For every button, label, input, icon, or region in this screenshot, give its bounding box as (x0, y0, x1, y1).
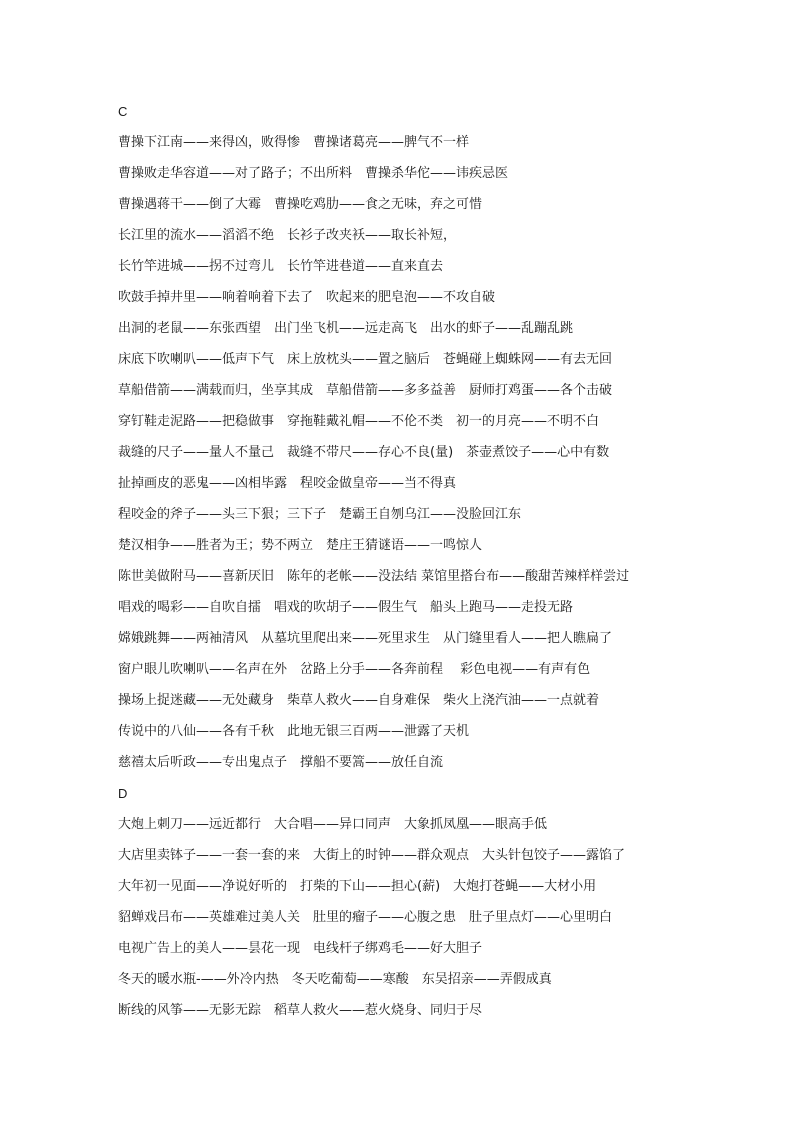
proverb-line: 楚汉相争——胜者为王；势不两立 楚庄王猜谜语——一鸣惊人 (118, 538, 483, 553)
proverb-line: 冬天的暖水瓶-——外冷内热 冬天吃葡萄——寒酸 东吴招亲——弄假成真 (118, 972, 552, 987)
proverb-line: 曹操下江南——来得凶，败得惨 曹操诸葛亮——脾气不一样 (118, 135, 470, 150)
proverb-line: 曹操败走华容道——对了路子；不出所料 曹操杀华佗——讳疾忌医 (118, 166, 509, 181)
proverb-line: 程咬金的斧子——头三下狠；三下子 楚霸王自刎乌江——没脸回江东 (118, 507, 522, 522)
proverb-list (118, 100, 778, 1030)
proverb-line: 陈世美做附马——喜新厌旧 陈年的老帐——没法结 菜馆里搭台布——酸甜苦辣样样尝过 (118, 569, 630, 584)
proverb-line: 床底下吹喇叭——低声下气 床上放枕头——置之脑后 苍蝇碰上蜘蛛网——有去无回 (118, 352, 613, 367)
section-heading-c: C (118, 104, 128, 119)
proverb-line: 长江里的流水——滔滔不绝 长衫子改夹袄——取长补短， (118, 228, 457, 243)
proverb-line: 大店里卖钵子——一套一套的来 大街上的时钟——群众观点 大头针包饺子——露馅了 (118, 848, 626, 863)
section-heading-d: D (118, 786, 128, 801)
proverb-line: 慈禧太后听政——专出鬼点子 撑船不要篙——放任自流 (118, 755, 444, 770)
proverb-line: 窗户眼儿吹喇叭——名声在外 岔路上分手——各奔前程 彩色电视——有声有色 (118, 662, 591, 677)
proverb-line: 断线的风筝——无影无踪 稻草人救火——惹火烧身、同归于尽 (118, 1003, 483, 1018)
proverb-line: 大年初一见面——净说好听的 打柴的下山——担心(薪) 大炮打苍蝇——大材小用 (118, 879, 597, 894)
proverb-line: 貂蝉戏吕布——英雄难过美人关 肚里的瘤子——心腹之患 肚子里点灯——心里明白 (118, 910, 613, 925)
proverb-line: 裁缝的尺子——量人不量己 裁缝不带尺——存心不良(量) 茶壶煮饺子——心中有数 (118, 445, 610, 460)
proverb-line: 大炮上刺刀——远近都行 大合唱——异口同声 大象抓凤凰——眼高手低 (118, 817, 548, 832)
proverb-line: 曹操遇蒋干——倒了大霉 曹操吃鸡肋——食之无味，弃之可惜 (118, 197, 483, 212)
proverb-line: 吹鼓手掉井里——响着响着下去了 吹起来的肥皂泡——不攻自破 (118, 290, 496, 305)
proverb-line: 扯掉画皮的恶鬼——凶相毕露 程咬金做皇帝——当不得真 (118, 476, 457, 491)
proverb-line: 唱戏的喝彩——自吹自擂 唱戏的吹胡子——假生气 船头上跑马——走投无路 (118, 600, 574, 615)
proverb-line: 穿钉鞋走泥路——把稳做事 穿拖鞋戴礼帽——不伦不类 初一的月亮——不明不白 (118, 414, 600, 429)
proverb-line: 传说中的八仙——各有千秋 此地无银三百两——泄露了天机 (118, 724, 470, 739)
proverb-line: 嫦娥跳舞——两袖清风 从墓坑里爬出来——死里求生 从门缝里看人——把人瞧扁了 (118, 631, 613, 646)
proverb-line: 出洞的老鼠——东张西望 出门坐飞机——远走高飞 出水的虾子——乱蹦乱跳 (118, 321, 574, 336)
proverb-line: 电视广告上的美人——昙花一现 电线杆子绑鸡毛——好大胆子 (118, 941, 483, 956)
proverb-line: 长竹竿进城——拐不过弯儿 长竹竿进巷道——直来直去 (118, 259, 444, 274)
proverb-line: 操场上捉迷藏——无处藏身 柴草人救火——自身难保 柴火上浇汽油——一点就着 (118, 693, 600, 708)
proverb-line: 草船借箭——满载而归，坐享其成 草船借箭——多多益善 厨师打鸡蛋——各个击破 (118, 383, 613, 398)
